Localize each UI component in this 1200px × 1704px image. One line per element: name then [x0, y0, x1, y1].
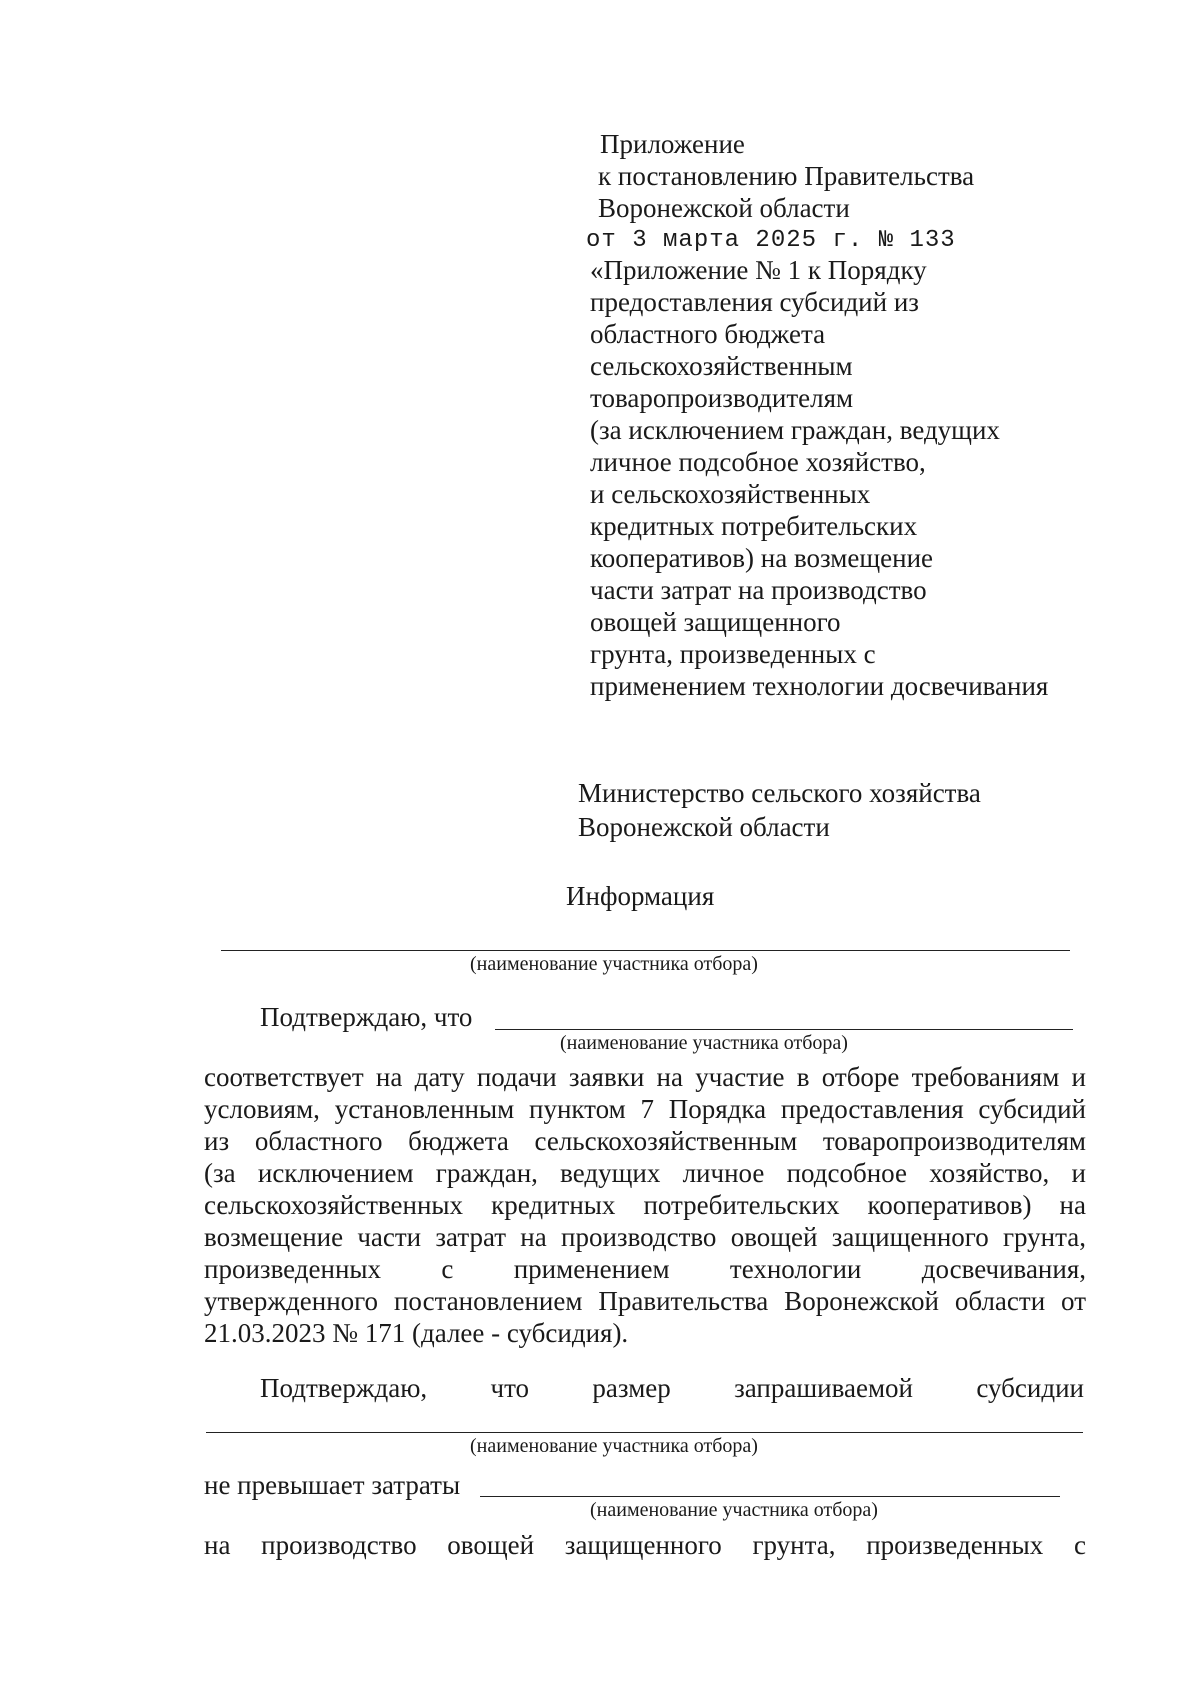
confirm-word: размер — [592, 1373, 671, 1403]
production-line — [204, 1530, 1086, 1561]
participant-name-blank — [206, 1432, 1083, 1433]
confirm-word: Подтверждаю, — [260, 1373, 428, 1403]
appendix-block-line: «Приложение № 1 к Порядку — [590, 255, 927, 285]
participant-caption: (наименование участника отбора) — [470, 953, 758, 975]
appendix-block-line: сельскохозяйственным — [590, 351, 853, 381]
line-word: производство — [261, 1530, 417, 1560]
addressee-block — [578, 776, 981, 844]
region-label: Воронежской области — [598, 193, 850, 223]
confirm-word: что — [490, 1373, 530, 1403]
conditions-paragraph — [204, 1061, 1086, 1349]
confirm-prefix: Подтверждаю, что — [260, 1002, 473, 1032]
appendix-block-line: грунта, произведенных с — [590, 639, 876, 669]
paragraph-line: произведенных с применением технологии досвечивания, — [204, 1254, 1086, 1284]
confirm-word: субсидии — [976, 1373, 1084, 1403]
line-word: овощей — [447, 1530, 535, 1560]
paragraph-line: возмещение части затрат на производство овощей защищенного грунта, — [204, 1222, 1086, 1252]
appendix-block-line: овощей защищенного — [590, 607, 841, 637]
line-word: на — [204, 1530, 231, 1560]
appendix-block-line: (за исключением граждан, ведущих — [590, 415, 1000, 445]
line-word: защищенного — [564, 1530, 722, 1560]
not-exceed-label: не превышает затраты — [204, 1470, 461, 1500]
paragraph-line: из областного бюджета сельскохозяйственным товаропроизводителям — [204, 1126, 1086, 1156]
participant-name-blank — [221, 950, 1070, 951]
resolution-ref: к постановлению Правительства — [598, 161, 975, 191]
ministry-line: Воронежской области — [578, 812, 830, 842]
appendix-block-line: областного бюджета — [590, 319, 826, 349]
paragraph-line: утвержденного постановлением Правительства Воронежской области от — [204, 1286, 1086, 1316]
appendix-block-line: предоставления субсидий из — [590, 287, 919, 317]
appendix-block-line: кооперативов) на возмещение — [590, 543, 934, 573]
participant-caption: (наименование участника отбора) — [590, 1499, 878, 1521]
appendix-reference-block — [590, 254, 1048, 702]
appendix-block-line: товаропроизводителям — [590, 383, 854, 413]
appendix-label: Приложение — [600, 129, 745, 159]
participant-caption: (наименование участника отбора) — [560, 1032, 848, 1054]
paragraph-line: соответствует на дату подачи заявки на участие в отборе требованиям и — [204, 1062, 1086, 1092]
paragraph-line: 21.03.2023 № 171 (далее - субсидия). — [204, 1318, 629, 1348]
appendix-block-line: применением технологии досвечивания — [590, 671, 1049, 701]
participant-name-blank — [480, 1496, 1060, 1497]
confirm-word: запрашиваемой — [734, 1373, 914, 1403]
appendix-block-line: и сельскохозяйственных — [590, 479, 871, 509]
line-word: с — [1073, 1530, 1086, 1560]
resolution-date-number: от 3 марта 2025 г. № 133 — [586, 227, 956, 254]
participant-name-blank — [495, 1029, 1073, 1030]
subsidy-amount-confirmation — [260, 1373, 1084, 1404]
line-word: грунта, — [752, 1530, 836, 1560]
line-word: произведенных — [866, 1530, 1044, 1560]
document-title: Информация — [566, 881, 715, 911]
participant-caption: (наименование участника отбора) — [470, 1435, 758, 1457]
paragraph-line: условиям, установленным пунктом 7 Порядка предоставления субсидий — [204, 1094, 1086, 1124]
paragraph-line: сельскохозяйственных кредитных потребительских кооперативов) на — [204, 1190, 1086, 1220]
paragraph-line: (за исключением граждан, ведущих личное подсобное хозяйство, и — [204, 1158, 1086, 1188]
appendix-block-line: личное подсобное хозяйство, — [590, 447, 926, 477]
appendix-block-line: кредитных потребительских — [590, 511, 918, 541]
ministry-line: Министерство сельского хозяйства — [578, 778, 981, 808]
appendix-block-line: части затрат на производство — [590, 575, 927, 605]
